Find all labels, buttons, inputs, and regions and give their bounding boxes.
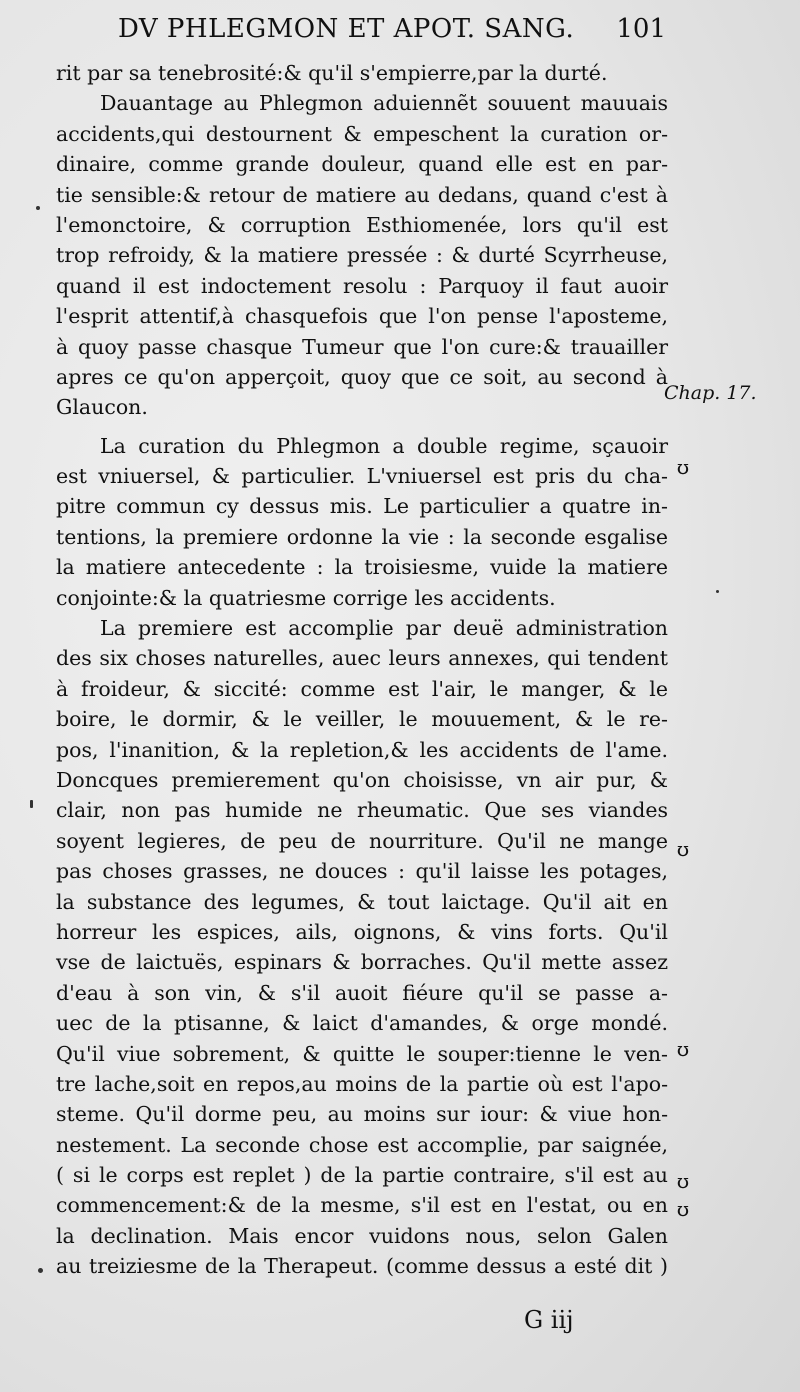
- text-line: horreur les espices, ails, oignons, & vins forts. Qu'il: [56, 919, 668, 944]
- text-line: tentions, la premiere ordonne la vie : la seconde esgalise: [56, 524, 668, 549]
- page-number: 101: [616, 14, 666, 44]
- text-line: tie sensible:& retour de matiere au dedans, quand c'est à: [56, 182, 668, 207]
- ink-speck: [716, 590, 719, 593]
- text-line: à quoy passe chasque Tumeur que l'on cure:& trauailler: [56, 334, 668, 359]
- text-line: trop refroidy, & la matiere pressée : & durté Scyrrheuse,: [56, 243, 668, 268]
- text-line: commencement:& de la mesme, s'il est en l'estat, ou en: [56, 1193, 668, 1218]
- ink-speck: [36, 206, 40, 210]
- running-title: DV PHLEGMON ET APOT. SANG.: [118, 14, 575, 44]
- text-line: boire, le dormir, & le veiller, le mouuement, & le re-: [56, 707, 668, 732]
- text-line: vse de laictuës, espinars & borraches. Qu'il mette assez: [56, 950, 668, 975]
- text-line: La curation du Phlegmon a double regime, sçauoir: [100, 433, 668, 458]
- text-line: La premiere est accomplie par deuë administration: [100, 616, 668, 641]
- margin-mark-icon: ʊ: [676, 1197, 690, 1221]
- text-line: d'eau à son vin, & s'il auoit fiéure qu'il se passe a-: [56, 980, 668, 1005]
- text-line: apres ce qu'on apperçoit, quoy que ce soit, au second à: [56, 364, 668, 389]
- text-line: ( si le corps est replet ) de la partie contraire, s'il est au: [56, 1163, 668, 1188]
- signature-mark: G iij: [524, 1306, 574, 1334]
- margin-note-chapter: Chap. 17.: [664, 382, 757, 404]
- text-line: l'esprit attentif,à chasquefois que l'on pense l'aposteme,: [56, 304, 668, 329]
- text-line: Doncques premierement qu'on choisisse, vn air pur, &: [56, 767, 668, 792]
- paragraph-gap: [56, 423, 668, 431]
- text-line: pas choses grasses, ne douces : qu'il laisse les potages,: [56, 859, 668, 884]
- margin-mark-icon: ʊ: [676, 837, 690, 861]
- running-header: [118, 14, 666, 54]
- text-line: la substance des legumes, & tout laictage. Qu'il ait en: [56, 889, 668, 914]
- margin-mark-icon: ʊ: [676, 1037, 690, 1061]
- margin-mark-icon: ʊ: [676, 1169, 690, 1193]
- text-line: à froideur, & siccité: comme est l'air, le manger, & le: [56, 676, 668, 701]
- text-line: conjointe:& la quatriesme corrige les accidents.: [56, 585, 556, 610]
- text-line: Glaucon.: [56, 395, 148, 420]
- text-line: quand il est indoctement resolu : Parquoy il faut auoir: [56, 273, 668, 298]
- text-line: est vniuersel, & particulier. L'vniuersel est pris du cha-: [56, 464, 668, 489]
- ink-speck: [30, 800, 33, 808]
- text-line: pos, l'inanition, & la repletion,& les accidents de l'ame.: [56, 737, 668, 762]
- text-line: la matiere antecedente : la troisiesme, vuide la matiere: [56, 555, 668, 580]
- text-line: des six choses naturelles, auec leurs annexes, qui tendent: [56, 646, 668, 671]
- text-line: dinaire, comme grande douleur, quand elle est en par-: [56, 152, 668, 177]
- text-line: au treiziesme de la Therapeut. (comme dessus a esté dit ): [56, 1254, 668, 1279]
- text-line: clair, non pas humide ne rheumatic. Que ses viandes: [56, 798, 668, 823]
- text-line: steme. Qu'il dorme peu, au moins sur iour: & viue hon-: [56, 1102, 668, 1127]
- text-line: nestement. La seconde chose est accomplie, par saignée,: [56, 1132, 668, 1157]
- text-line: Qu'il viue sobrement, & quitte le souper:tienne le ven-: [56, 1041, 668, 1066]
- text-line: la declination. Mais encor vuidons nous, selon Galen: [56, 1223, 668, 1248]
- margin-mark-icon: ʊ: [676, 455, 690, 479]
- text-line: tre lache,soit en repos,au moins de la partie où est l'apo-: [56, 1071, 668, 1096]
- body-text: [56, 58, 668, 1282]
- text-line: Dauantage au Phlegmon aduiennẽt souuent mauuais: [100, 91, 668, 116]
- text-line: uec de la ptisanne, & laict d'amandes, & orge mondé.: [56, 1011, 668, 1036]
- text-line: soyent legieres, de peu de nourriture. Qu'il ne mange: [56, 828, 668, 853]
- text-line: accidents,qui destournent & empeschent la curation or-: [56, 121, 668, 146]
- text-line: rit par sa tenebrosité:& qu'il s'empierre,par la durté.: [56, 61, 608, 85]
- text-line: pitre commun cy dessus mis. Le particulier a quatre in-: [56, 494, 668, 519]
- ink-speck: [38, 1268, 43, 1273]
- text-line: l'emonctoire, & corruption Esthiomenée, lors qu'il est: [56, 212, 668, 237]
